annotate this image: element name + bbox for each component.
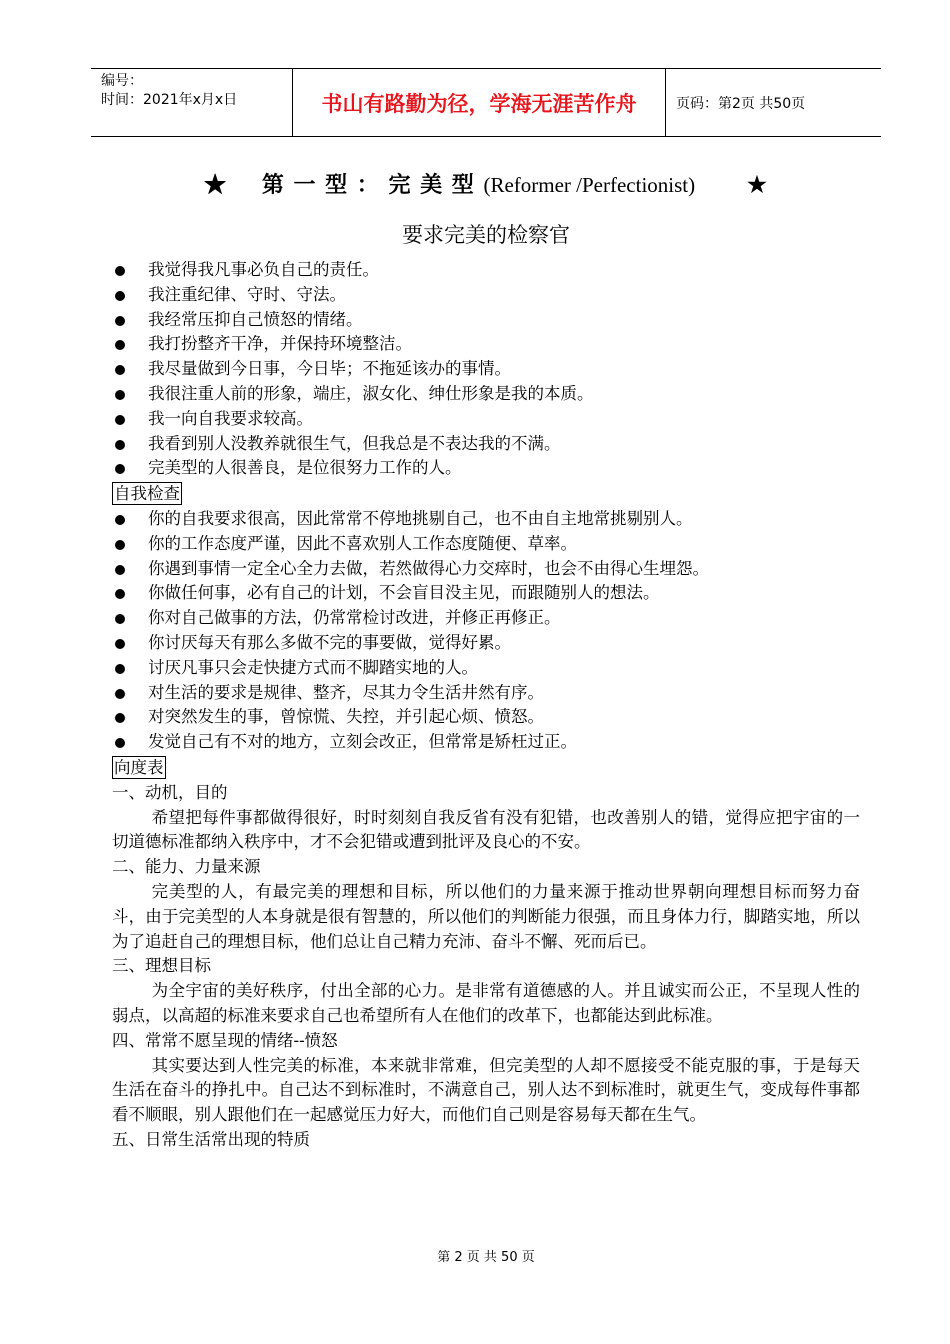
- document-time-label: 时间：2021年x月x日: [101, 92, 238, 108]
- section-orientation: 向度表: [114, 757, 164, 777]
- header-motto: 书山有路勤为径，学海无涯苦作舟: [293, 69, 666, 136]
- header-meta: [91, 69, 293, 136]
- page-subtitle: 要求完美的检察官: [402, 223, 570, 247]
- document-body: [112, 258, 860, 1153]
- trait-list: [112, 258, 860, 481]
- list-item: 发觉自己有不对的地方，立刻会改正，但常常是矫枉过正。: [112, 730, 860, 755]
- self-check-list: [112, 507, 860, 755]
- list-item: 我看到别人没教养就很生气，但我总是不表达我的不满。: [112, 432, 860, 457]
- list-item: 我一向自我要求较高。: [112, 407, 860, 432]
- list-item: 我打扮整齐干净，并保持环境整洁。: [112, 332, 860, 357]
- title-main: 第 一 型 ： 完 美 型: [261, 172, 475, 198]
- page-title: [91, 168, 881, 199]
- section-heading: 一、动机，目的: [112, 782, 228, 802]
- section-heading: 五、日常生活常出现的特质: [112, 1129, 310, 1149]
- section-self-check: 自我检查: [114, 484, 180, 504]
- star-icon: ★: [747, 172, 768, 198]
- list-item: 对突然发生的事，曾惊慌、失控，并引起心烦、愤怒。: [112, 705, 860, 730]
- list-item: 完美型的人很善良，是位很努力工作的人。: [112, 456, 860, 481]
- section-heading: 四、常常不愿呈现的情绪--愤怒: [112, 1030, 338, 1050]
- section-paragraph: 为全宇宙的美好秩序，付出全部的心力。是非常有道德感的人。并且诚实而公正，不呈现人性的弱点，以高超的标准来要求自己也希望所有人在他们的改革下，也都能达到此标准。: [112, 981, 860, 1025]
- list-item: 对生活的要求是规律、整齐，尽其力令生活井然有序。: [112, 681, 860, 706]
- list-item: 你遇到事情一定全心全力去做，若然做得心力交瘁时，也会不由得心生埋怨。: [112, 557, 860, 582]
- section-paragraph: 其实要达到人性完美的标准，本来就非常难，但完美型的人却不愿接受不能克服的事，于是每天生活在奋斗的挣扎中。自己达不到标准时，不满意自己，别人达不到标准时，就更生气，变成每件事都看不顺眼，别人跟他们在一起感觉压力好大，而他们自己则是容易每天都在生气。: [112, 1055, 860, 1125]
- list-item: 我注重纪律、守时、守法。: [112, 283, 860, 308]
- section-paragraph: 希望把每件事都做得很好，时时刻刻自我反省有没有犯错，也改善别人的错，觉得应把宇宙的一切道德标准都纳入秩序中，才不会犯错或遭到批评及良心的不安。: [112, 807, 860, 852]
- section-heading: 三、理想目标: [112, 956, 211, 976]
- list-item: 我很注重人前的形象，端庄，淑女化、绅仕形象是我的本质。: [112, 382, 860, 407]
- header-page-number: 页码：第2页 共50页: [676, 95, 806, 112]
- list-item: 你对自己做事的方法，仍常常检讨改进，并修正再修正。: [112, 606, 860, 631]
- star-icon: ★: [204, 172, 228, 198]
- page-header: [91, 68, 881, 137]
- list-item: 我经常压抑自己愤怒的情绪。: [112, 308, 860, 333]
- list-item: 你做任何事，必有自己的计划，不会盲目没主见，而跟随别人的想法。: [112, 581, 860, 606]
- title-latin: (Reformer /Perfectionist): [483, 173, 696, 197]
- list-item: 你的自我要求很高，因此常常不停地挑剔自己，也不由自主地常挑剔别人。: [112, 507, 860, 532]
- list-item: 你的工作态度严谨，因此不喜欢别人工作态度随便、草率。: [112, 532, 860, 557]
- section-paragraph: 完美型的人，有最完美的理想和目标，所以他们的力量来源于推动世界朝向理想目标而努力奋斗，由于完美型的人本身就是很有智慧的，所以他们的判断能力很强，而且身体力行，脚踏实地，所以为了追赶自己的理想目标，他们总让自己精力充沛、奋斗不懈、死而后已。: [112, 881, 860, 951]
- document-number-label: 编号：: [101, 73, 143, 89]
- list-item: 我尽量做到今日事，今日毕；不拖延该办的事情。: [112, 357, 860, 382]
- list-item: 你讨厌每天有那么多做不完的事要做，觉得好累。: [112, 631, 860, 656]
- section-heading: 二、能力、力量来源: [112, 857, 261, 877]
- list-item: 我觉得我凡事必负自己的责任。: [112, 258, 860, 283]
- page-footer: 第 2 页 共 50 页: [437, 1250, 535, 1265]
- orientation-sections: [112, 781, 860, 1153]
- list-item: 讨厌凡事只会走快捷方式而不脚踏实地的人。: [112, 656, 860, 681]
